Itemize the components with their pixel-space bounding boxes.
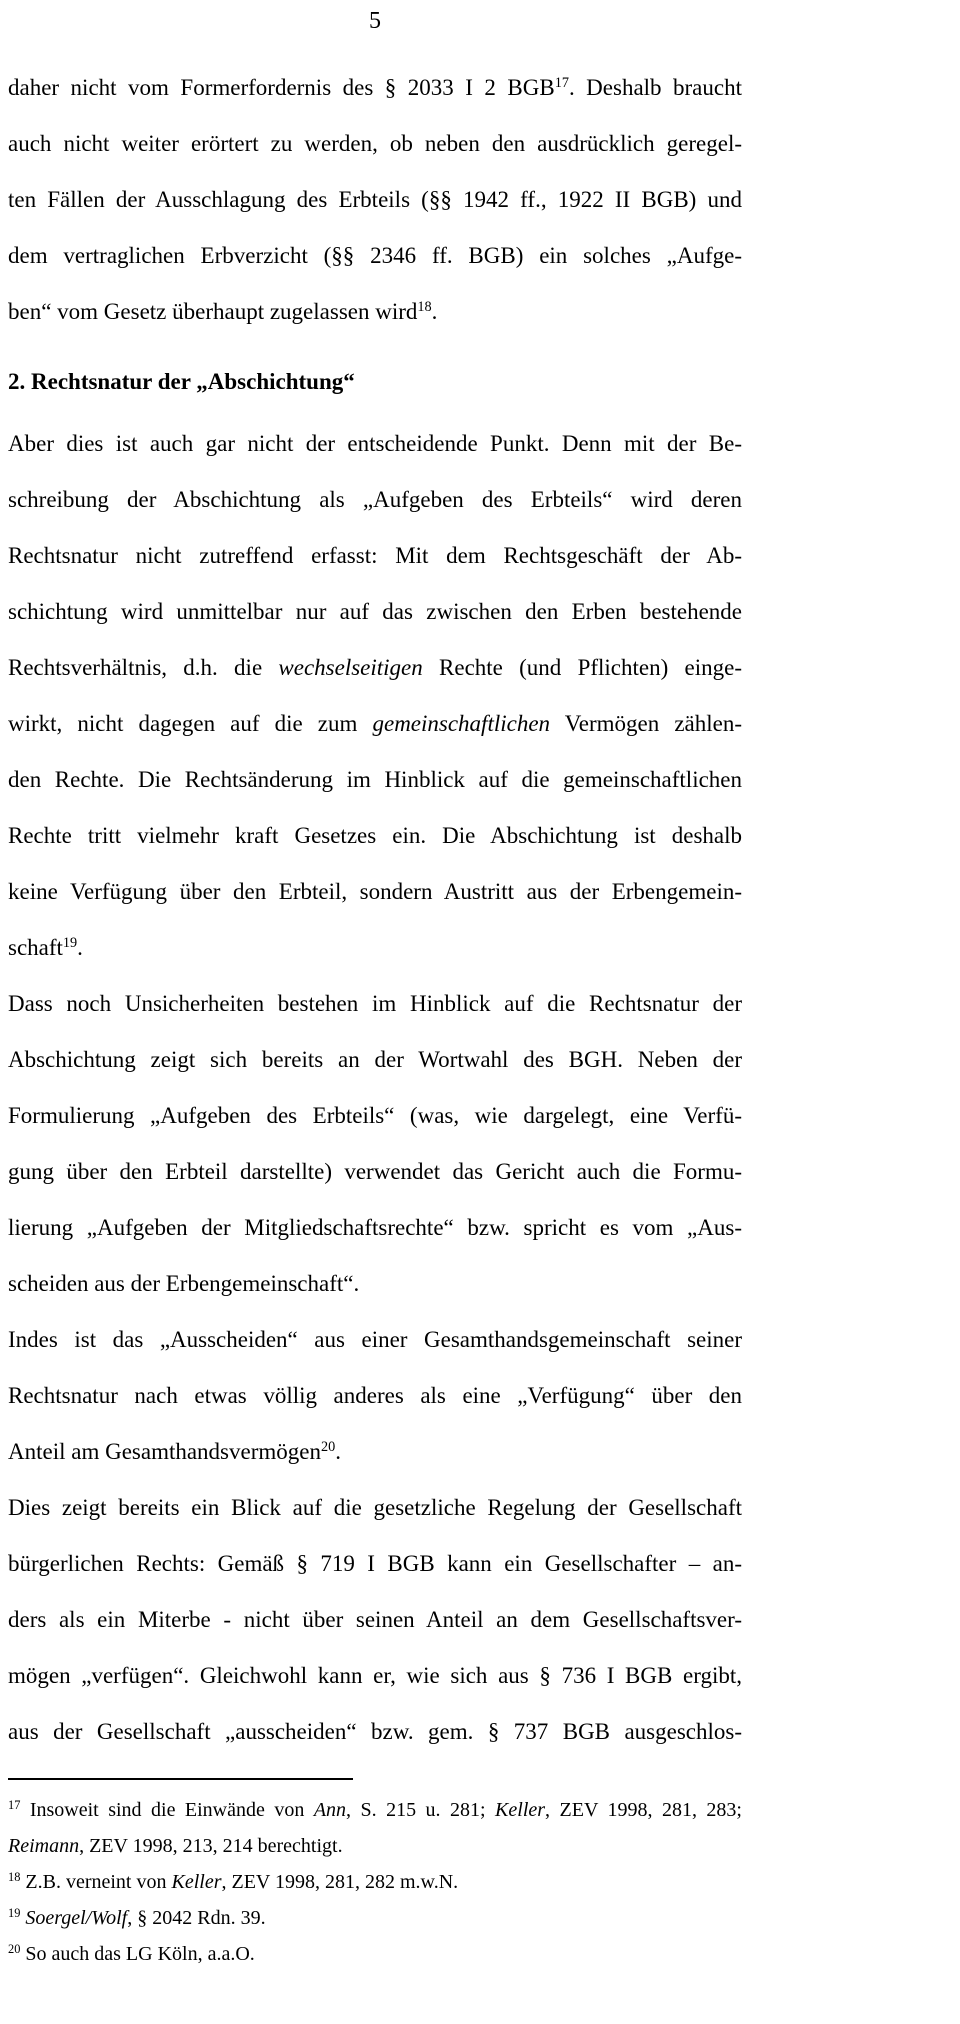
text-run: keine Verfügung über den Erbteil, sondern Austritt aus der Erbengemein- [8, 879, 742, 904]
text-run: Rechtsnatur nicht zutreffend erfasst: Mit dem Rechtsgeschäft der Ab- [8, 543, 742, 568]
text-line [8, 976, 742, 1032]
text-line [8, 1032, 742, 1088]
footnotes-section [8, 1792, 742, 1972]
italic-text: Ann [313, 1799, 347, 1821]
text-line [8, 1592, 742, 1648]
text-line [8, 1200, 742, 1256]
text-run: wirkt, nicht dagegen auf die zum [8, 711, 373, 736]
text-line [8, 1368, 742, 1424]
text-run: ben“ vom Gesetz überhaupt zugelassen wird [8, 299, 418, 324]
text-run: auch nicht weiter erörtert zu werden, ob neben den ausdrücklich geregel- [8, 131, 742, 156]
text-line [8, 172, 742, 228]
text-line [8, 864, 742, 920]
text-run: Formulierung „Aufgeben des Erbteils“ (was, wie dargelegt, eine Verfü- [8, 1103, 742, 1128]
text-run: aus der Gesellschaft „ausscheiden“ bzw. gem. § 737 BGB ausgeschlos- [8, 1719, 742, 1744]
text-run: , § 2042 Rdn. 39. [127, 1907, 266, 1929]
italic-text: Keller [171, 1871, 222, 1893]
italic-text: gemeinschaftlichen [372, 711, 551, 736]
text-run: 2. Rechtsnatur der „Abschichtung“ [8, 369, 355, 394]
footnote-line [8, 1900, 742, 1936]
footnote-ref: 17 [554, 75, 569, 92]
footnote-ref: 17 [8, 1798, 21, 1813]
text-run: , ZEV 1998, 281, 283; [545, 1799, 742, 1821]
text-run: Aber dies ist auch gar nicht der entscheidende Punkt. Denn mit der Be- [8, 431, 742, 456]
text-line [8, 1648, 742, 1704]
footnote-line [8, 1864, 742, 1900]
text-line [8, 696, 742, 752]
text-run: den Rechte. Die Rechtsänderung im Hinblick auf die gemeinschaftlichen [8, 767, 742, 792]
footnote-separator [8, 1778, 353, 1780]
text-run: Z.B. verneint von [20, 1871, 172, 1893]
text-run: Rechtsnatur nach etwas völlig anderes als eine „Verfügung“ über den [8, 1383, 742, 1408]
text-run: . Deshalb braucht [568, 75, 742, 100]
footnote-line [8, 1792, 742, 1828]
text-run: Dies zeigt bereits ein Blick auf die gesetzliche Regelung der Gesellschaft [8, 1495, 742, 1520]
text-line [8, 1144, 742, 1200]
text-line [8, 472, 742, 528]
text-line [8, 416, 742, 472]
text-run: So auch das LG Köln, a.a.O. [20, 1943, 255, 1965]
text-run: Dass noch Unsicherheiten bestehen im Hinblick auf die Rechtsnatur der [8, 991, 742, 1016]
text-line [8, 1256, 742, 1312]
text-line [8, 1312, 742, 1368]
text-run: gung über den Erbteil darstellte) verwendet das Gericht auch die Formu- [8, 1159, 742, 1184]
text-run: . [431, 299, 438, 324]
text-run: Rechte (und Pflichten) einge- [422, 655, 742, 680]
text-line [8, 1536, 742, 1592]
text-line [8, 528, 742, 584]
text-run: ten Fällen der Ausschlagung des Erbteils (§§ 1942 ff., 1922 II BGB) und [8, 187, 742, 212]
text-run: scheiden aus der Erbengemeinschaft“. [8, 1271, 360, 1296]
text-run: ders als ein Miterbe - nicht über seinen Anteil an dem Gesellschaftsver- [8, 1607, 742, 1632]
text-column [8, 6, 742, 1972]
text-run: Rechte tritt vielmehr kraft Gesetzes ein. Die Abschichtung ist deshalb [8, 823, 742, 848]
text-run: Abschichtung zeigt sich bereits an der Wortwahl des BGH. Neben der [8, 1047, 742, 1072]
text-line [8, 640, 742, 696]
text-run: schichtung wird unmittelbar nur auf das zwischen den Erben bestehende [8, 599, 742, 624]
page-number: 5 [369, 8, 381, 34]
text-run: daher nicht vom Formerfordernis des § 2033 I 2 BGB [8, 75, 555, 100]
text-run: bürgerlichen Rechts: Gemäß § 719 I BGB kann ein Gesellschafter – an- [8, 1551, 742, 1576]
text-run: mögen „verfügen“. Gleichwohl kann er, wie sich aus § 736 I BGB ergibt, [8, 1663, 742, 1688]
footnote-ref: 19 [8, 1906, 21, 1921]
text-run: , S. 215 u. 281; [346, 1799, 496, 1821]
text-run: dem vertraglichen Erbverzicht (§§ 2346 ff. BGB) ein solches „Aufge- [8, 243, 742, 268]
footnote-ref: 18 [8, 1870, 21, 1885]
text-run: schaft [8, 935, 63, 960]
italic-text: wechselseitigen [278, 655, 423, 680]
text-line [8, 808, 742, 864]
text-run: , ZEV 1998, 213, 214 berechtigt. [79, 1835, 343, 1857]
text-run: lierung „Aufgeben der Mitgliedschaftsrechte“ bzw. spricht es vom „Aus- [8, 1215, 742, 1240]
footnote-line [8, 1828, 742, 1864]
italic-text: Keller [495, 1799, 546, 1821]
text-line [8, 116, 742, 172]
text-line [8, 1480, 742, 1536]
text-line [8, 584, 742, 640]
footnote-ref: 18 [417, 299, 432, 316]
text-run: . [335, 1439, 341, 1464]
footnote-ref: 20 [320, 1439, 336, 1456]
text-line [8, 284, 742, 340]
section-heading [8, 354, 742, 410]
text-run: . [77, 935, 83, 960]
document-body [8, 60, 742, 1760]
footnote-ref: 19 [62, 935, 78, 952]
text-run: Anteil am Gesamthandsvermögen [8, 1439, 321, 1464]
footnote-line [8, 1936, 742, 1972]
text-run: Vermögen zählen- [550, 711, 742, 736]
text-line [8, 920, 742, 976]
text-line [8, 1704, 742, 1760]
text-run: schreibung der Abschichtung als „Aufgeben des Erbteils“ wird deren [8, 487, 742, 512]
text-line [8, 228, 742, 284]
text-line [8, 752, 742, 808]
text-line [8, 1088, 742, 1144]
text-line [8, 60, 742, 116]
text-run: Indes ist das „Ausscheiden“ aus einer Gesamthandsgemeinschaft seiner [8, 1327, 742, 1352]
italic-text: Soergel/Wolf [25, 1907, 128, 1929]
text-line [8, 1424, 742, 1480]
text-run: Rechtsverhältnis, d.h. die [8, 655, 279, 680]
italic-text: Reimann [8, 1835, 80, 1857]
text-run: Insoweit sind die Einwände von [20, 1799, 314, 1821]
footnote-ref: 20 [8, 1942, 21, 1957]
text-run: , ZEV 1998, 281, 282 m.w.N. [221, 1871, 459, 1893]
